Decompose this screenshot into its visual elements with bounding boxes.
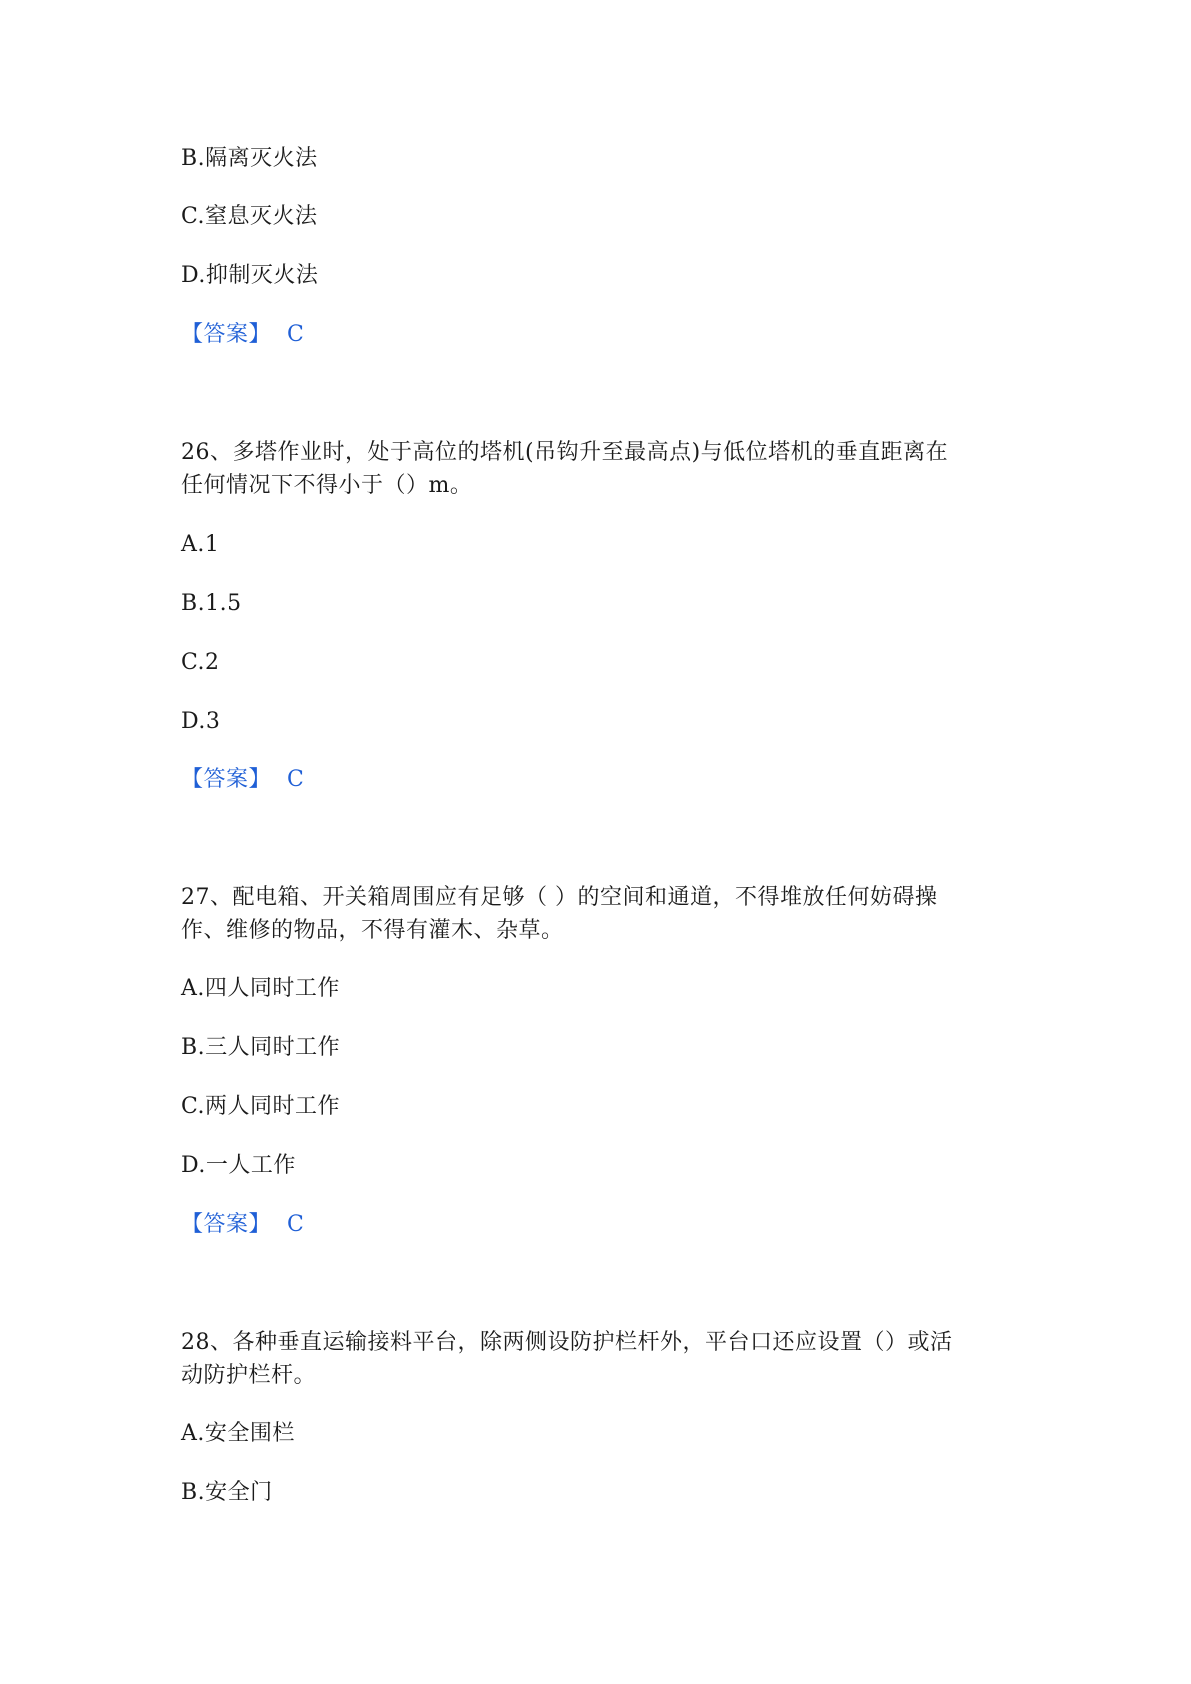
option-b: B.隔离灭火法 bbox=[181, 146, 318, 171]
question-stem-line: 任何情况下不得小于（）m。 bbox=[181, 473, 473, 498]
answer-label: 【答案】 bbox=[181, 767, 272, 792]
option-b: B.1.5 bbox=[181, 591, 242, 616]
option-a: A.1 bbox=[181, 532, 220, 557]
answer-value: C bbox=[287, 767, 305, 792]
option-d: D.一人工作 bbox=[181, 1153, 296, 1178]
option-c: C.两人同时工作 bbox=[181, 1094, 341, 1119]
option-b: B.安全门 bbox=[181, 1480, 273, 1505]
option-d: D.抑制灭火法 bbox=[181, 263, 319, 288]
question-stem-line: 动防护栏杆。 bbox=[181, 1363, 317, 1388]
option-d: D.3 bbox=[181, 709, 221, 734]
option-c: C.2 bbox=[181, 650, 220, 675]
answer-value: C bbox=[287, 1212, 305, 1237]
option-a: A.安全围栏 bbox=[181, 1421, 295, 1446]
option-a: A.四人同时工作 bbox=[181, 976, 340, 1001]
answer-value: C bbox=[287, 322, 305, 347]
question-stem-line: 26、多塔作业时，处于高位的塔机(吊钩升至最高点)与低位塔机的垂直距离在 bbox=[181, 440, 949, 465]
question-stem-line: 28、各种垂直运输接料平台，除两侧设防护栏杆外，平台口还应设置（）或活 bbox=[181, 1330, 953, 1355]
answer-label: 【答案】 bbox=[181, 322, 272, 347]
option-b: B.三人同时工作 bbox=[181, 1035, 341, 1060]
question-stem-line: 作、维修的物品，不得有灌木、杂草。 bbox=[181, 918, 564, 943]
answer-label: 【答案】 bbox=[181, 1212, 272, 1237]
answer-line bbox=[181, 322, 304, 348]
question-stem-line: 27、配电箱、开关箱周围应有足够（ ）的空间和通道，不得堆放任何妨碍操 bbox=[181, 885, 938, 910]
answer-line bbox=[181, 1212, 304, 1238]
answer-line bbox=[181, 767, 304, 793]
option-c: C.窒息灭火法 bbox=[181, 204, 318, 229]
